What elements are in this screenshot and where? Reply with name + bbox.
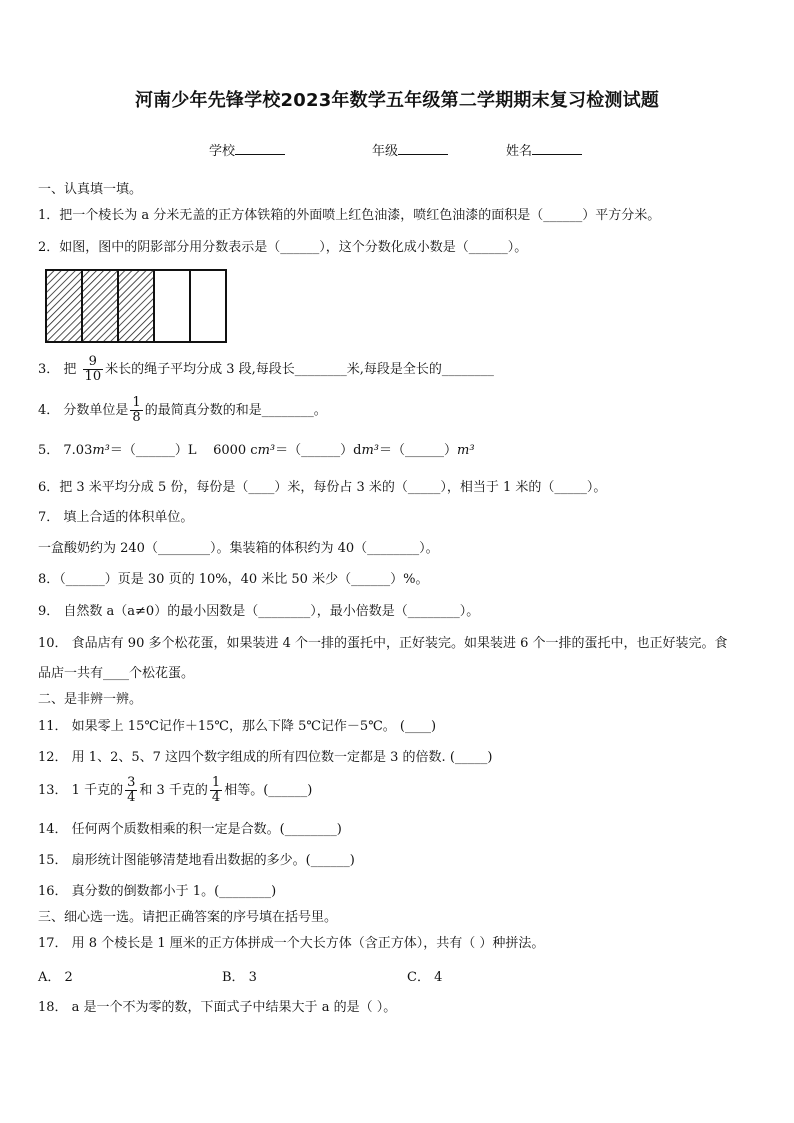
grade-field xyxy=(372,140,448,159)
q13-fraction-1 xyxy=(125,776,137,805)
school-blank[interactable] xyxy=(235,141,285,155)
q13-f2-den: 4 xyxy=(211,790,221,805)
q13-suffix: 相等。(______) xyxy=(224,783,313,798)
grade-label: 年级 xyxy=(372,144,399,159)
name-field xyxy=(506,140,582,159)
section-1-heading: 一、认真填一填。 xyxy=(38,182,143,197)
q5-part-2: ＝（______）L 6000 c xyxy=(109,443,258,458)
question-18: 18． a 是一个不为零的数，下面式子中结果大于 a 的是（ ）。 xyxy=(38,1000,397,1015)
q13-f2-num: 1 xyxy=(211,775,221,790)
q4-prefix: 4． 分数单位是 xyxy=(38,403,129,418)
q5-unit-4: m³ xyxy=(457,443,475,458)
q5-unit-2: m³ xyxy=(257,443,276,458)
q3-fraction xyxy=(83,355,104,384)
name-label: 姓名 xyxy=(506,144,533,159)
question-6: 6．把 3 米平均分成 5 份，每份是（____）米，每份占 3 米的（_____），相当于 1 米的（_____）。 xyxy=(38,480,607,495)
question-2: 2．如图，图中的阴影部分用分数表示是（______），这个分数化成小数是（______）。 xyxy=(38,240,528,255)
question-3 xyxy=(38,355,494,384)
grade-blank[interactable] xyxy=(398,141,448,155)
question-16: 16． 真分数的倒数都小于 1。(________) xyxy=(38,884,277,899)
q17-option-a[interactable]: A． 2 xyxy=(38,970,73,985)
question-9: 9． 自然数 a（a≠0）的最小因数是（________），最小倍数是（________）。 xyxy=(38,604,480,619)
q5-unit-3: m³ xyxy=(361,443,379,458)
q3-frac-den: 10 xyxy=(84,369,102,384)
question-14: 14． 任何两个质数相乘的积一定是合数。(________) xyxy=(38,822,342,837)
question-15: 15． 扇形统计图能够清楚地看出数据的多少。(______) xyxy=(38,853,355,868)
section-3-heading: 三、细心选一选。请把正确答案的序号填在括号里。 xyxy=(38,910,338,925)
section-2-heading: 二、是非辨一辨。 xyxy=(38,692,143,707)
question-13 xyxy=(38,776,312,805)
q3-frac-num: 9 xyxy=(83,355,104,370)
q4-fraction xyxy=(130,396,142,425)
question-7-body: 一盒酸奶约为 240（________）。集装箱的体积约为 40（________）。 xyxy=(38,541,439,556)
question-10-line-1: 10． 食品店有 90 多个松花蛋，如果装进 4 个一排的蛋托中，正好装完。如果装进 6 个一排的蛋托中，也正好装完。食 xyxy=(38,636,728,651)
shaded-part xyxy=(82,270,118,342)
q5-part-1: 5． 7.03 xyxy=(38,443,93,458)
q3-text: 米长的绳子平均分成 3 段,每段长________米,每段是全长的________ xyxy=(105,362,494,377)
q5-part-3: ＝（______）d xyxy=(275,443,362,458)
q13-mid: 和 3 千克的 xyxy=(139,783,208,798)
q13-fraction-2 xyxy=(210,776,222,805)
shaded-part xyxy=(118,270,154,342)
unshaded-part xyxy=(154,270,190,342)
school-field xyxy=(209,140,285,159)
q13-f1-den: 4 xyxy=(127,790,136,805)
q13-f1-num: 3 xyxy=(127,775,136,790)
question-7: 7． 填上合适的体积单位。 xyxy=(38,510,194,525)
question-4 xyxy=(38,396,327,425)
q5-part-4: ＝（______） xyxy=(379,443,458,458)
question-8: 8．（______）页是 30 页的 10%，40 米比 50 米少（______）%。 xyxy=(38,572,429,587)
question-12: 12． 用 1、2、5、7 这四个数字组成的所有四位数一定都是 3 的倍数. (_____) xyxy=(38,750,493,765)
question-17: 17． 用 8 个棱长是 1 厘米的正方体拼成一个大长方体（含正方体），共有（ ）种拼法。 xyxy=(38,936,545,951)
shaded-part xyxy=(46,270,82,342)
q4-frac-den: 8 xyxy=(132,410,141,425)
question-11: 11． 如果零上 15℃记作＋15℃，那么下降 5℃记作－5℃。 (____) xyxy=(38,719,437,734)
fraction-figure xyxy=(44,266,230,346)
page-title: 河南少年先锋学校2023年数学五年级第二学期期末复习检测试题 xyxy=(134,90,660,111)
question-10-line-2: 品店一共有____个松花蛋。 xyxy=(38,666,195,681)
q17-option-b[interactable]: B． 3 xyxy=(222,970,257,985)
q13-prefix: 13． 1 千克的 xyxy=(38,783,124,798)
q4-suffix: 的最简真分数的和是________。 xyxy=(144,403,327,418)
school-label: 学校 xyxy=(209,144,236,159)
q4-frac-num: 1 xyxy=(132,395,141,410)
unshaded-part xyxy=(190,270,226,342)
q17-option-c[interactable]: C． 4 xyxy=(407,970,443,985)
q5-unit-1: m³ xyxy=(92,443,110,458)
question-1: 1．把一个棱长为 a 分米无盖的正方体铁箱的外面喷上红色油漆，喷红色油漆的面积是（______）平方分米。 xyxy=(38,208,661,223)
name-blank[interactable] xyxy=(532,141,582,155)
question-5 xyxy=(38,442,475,460)
q3-prefix: 3． 把 xyxy=(38,362,77,377)
